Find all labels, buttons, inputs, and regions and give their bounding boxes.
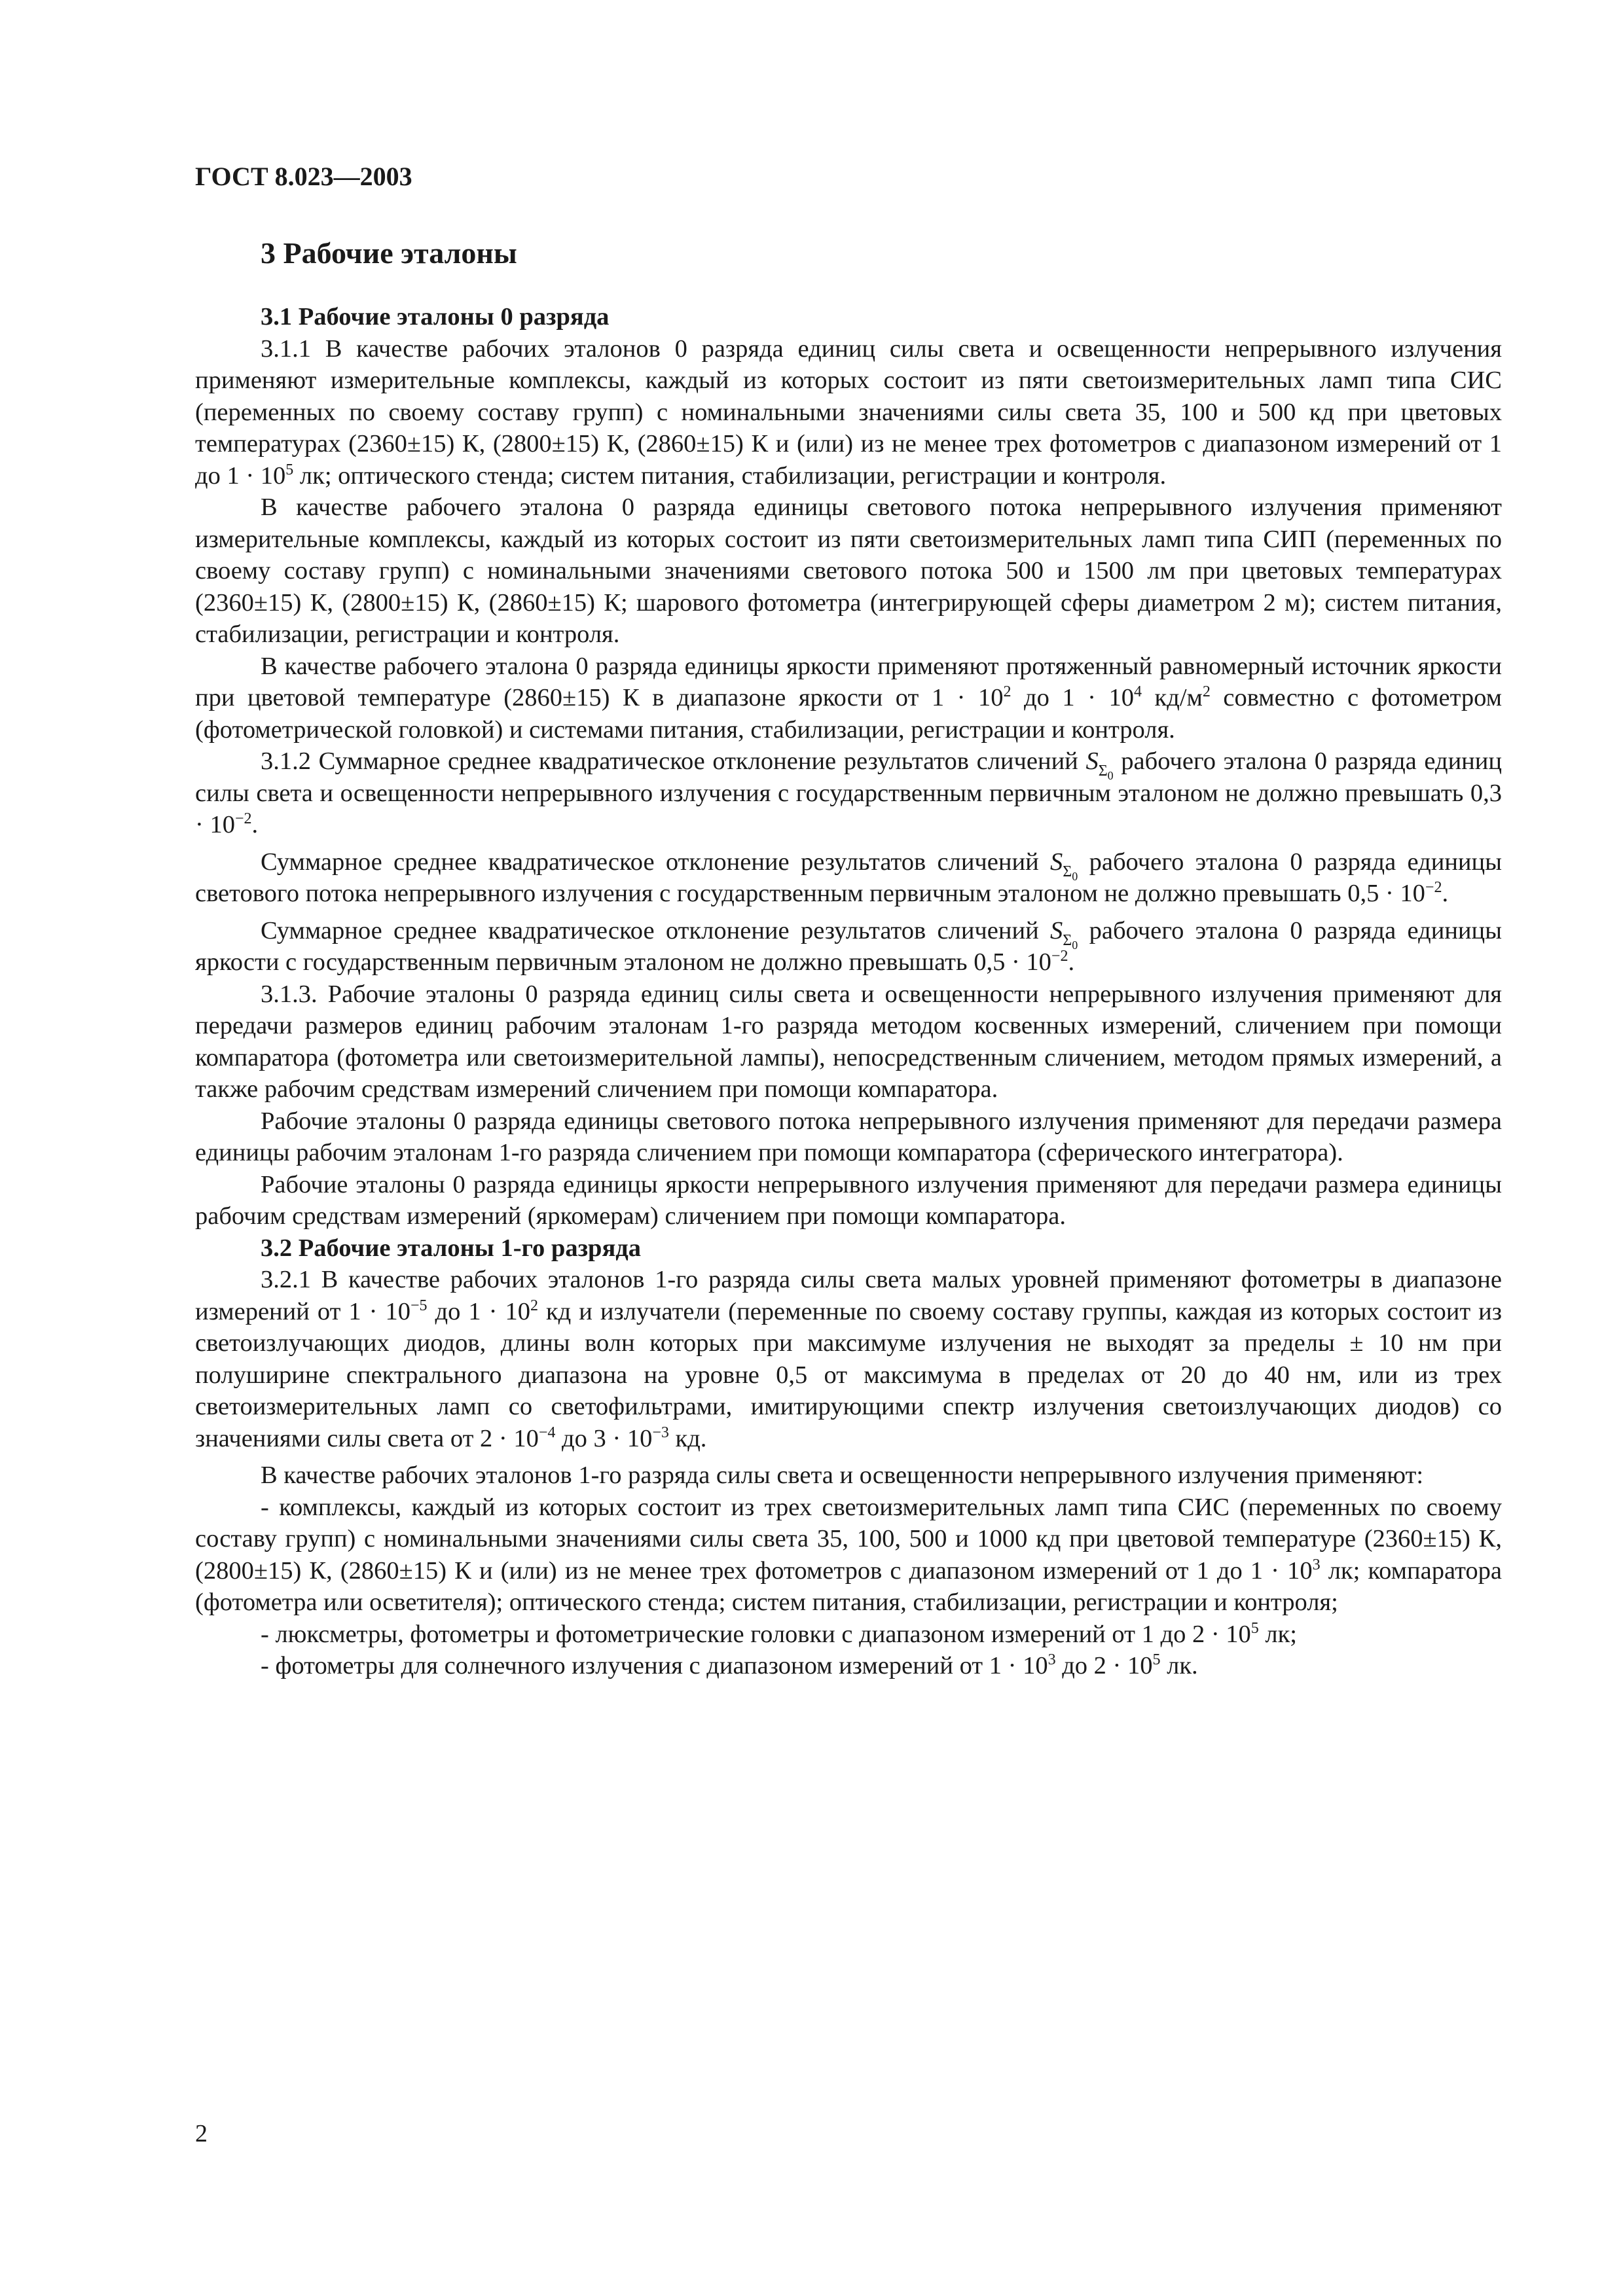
paragraph-3-1-2: 3.1.2 Суммарное среднее квадратическое отклонение результатов сличений $S_{\Sigma_0}$ рабочего эталона 0 разряда единиц силы света и освещенности непрерывного излучения с государственным первичным эталоном не должно превышать $0,3 \cdot 10^{-2}$. xyxy=(195,747,1502,838)
paragraph-deviation-flux: Суммарное среднее квадратическое отклонение результатов сличений $S_{\Sigma_0}$ рабочего эталона 0 разряда единицы светового потока непрерывного излучения с государственным первичным эталоном не должно превышать $0,5 \cdot 10^{-2}$. xyxy=(195,848,1502,907)
paragraph-flux-transfer: Рабочие эталоны 0 разряда единицы светового потока непрерывного излучения применяют для передачи размера единицы рабочим эталонам 1-го разряда сличением при помощи компаратора (сферического интегратора). xyxy=(195,1107,1502,1166)
subsection-heading-3-1: 3.1 Рабочие эталоны 0 разряда xyxy=(261,303,610,331)
list-item-complexes: - комплексы, каждый из которых состоит из трех светоизмерительных ламп типа СИС (переменных по своему составу групп) с номинальными значениями силы света 35, 100, 500 и 1000 кд при цветовой температуре (2360±15) К, (2800±15) К, (2860±15) К и (или) из не менее трех фотометров с диапазоном измерений от 1 до $1 \cdot 10^3$ лк; компаратора (фотометра или осветителя); оптического стенда; систем питания, стабилизации, регистрации и контроля; xyxy=(195,1493,1502,1616)
list-item-luxmeters: - люксметры, фотометры и фотометрические головки с диапазоном измерений от 1 до $2 \cdot 10^5$ лк; xyxy=(261,1619,1298,1648)
section-title: 3 Рабочие эталоны xyxy=(261,236,517,270)
paragraph-3-1-1: 3.1.1 В качестве рабочих эталонов 0 разряда единиц силы света и освещенности непрерывного излучения применяют измерительные комплексы, каждый из которых состоит из пяти светоизмерительных ламп типа СИС (переменных по своему составу групп) с номинальными значениями силы света 35, 100 и 500 кд при цветовых температурах (2360±15) К, (2800±15) К, (2860±15) К и (или) из не менее трех фотометров с диапазоном измерений от 1 до $1 \cdot 10^5$ лк; оптического стенда; систем питания, стабилизации, регистрации и контроля. xyxy=(195,334,1502,490)
paragraph-deviation-luminance: Суммарное среднее квадратическое отклонение результатов сличений $S_{\Sigma_0}$ рабочего эталона 0 разряда единицы яркости с государственным первичным эталоном не должно превышать $0,5 \cdot 10^{-2}$. xyxy=(195,916,1502,976)
document-header: ГОСТ 8.023—2003 xyxy=(195,162,412,191)
paragraph-luminous-flux: В качестве рабочего эталона 0 разряда единицы светового потока непрерывного излучения применяют измерительные комплексы, каждый из которых состоит из пяти светоизмерительных ламп типа СИП (переменных по своему составу групп) с номинальными значениями светового потока 500 и 1500 лм при цветовых температурах (2360±15) К, (2800±15) К, (2860±15) К; шарового фотометра (интегрирующей сферы диаметром 2 м); систем питания, стабилизации, регистрации и контроля. xyxy=(195,493,1502,648)
paragraph-3-2-1: 3.2.1 В качестве рабочих эталонов 1-го разряда силы света малых уровней применяют фотометры в диапазоне измерений от $1 \cdot 10^{-5}$ до $1 \cdot 10^2$ кд и излучатели (переменные по своему составу группы, каждая из которых состоит из светоизлучающих диодов, длины волн которых при максимуме излучения не выходят за пределы ± 10 нм при полуширине спектрального диапазона на уровне 0,5 от максимума в пределах от 20 до 40 нм, или из трех светоизмерительных ламп со светофильтрами, имитирующими спектр излучения светоизлучающих диодов) со значениями силы света от $2 \cdot 10^{-4}$ до $3 \cdot 10^{-3}$ кд. xyxy=(195,1266,1502,1452)
paragraph-3-1-3: 3.1.3. Рабочие эталоны 0 разряда единиц силы света и освещенности непрерывного излучения применяют для передачи размеров единиц рабочим эталонам 1-го разряда методом косвенных измерений, сличением при помощи компаратора (фотометра или светоизмерительной лампы), непосредственным сличением, методом прямых измерений, а также рабочим средствам измерений сличением при помощи компаратора. xyxy=(195,980,1502,1103)
paragraph-applied-list-intro: В качестве рабочих эталонов 1-го разряда силы света и освещенности непрерывного излучения применяют: xyxy=(261,1462,1424,1489)
document-page xyxy=(195,157,1502,2121)
page-number: 2 xyxy=(195,2120,208,2147)
paragraph-luminance: В качестве рабочего эталона 0 разряда единицы яркости применяют протяженный равномерный источник яркости при цветовой температуре (2860±15) К в диапазоне яркости от $1 \cdot 10^2$ до $1 \cdot 10^4$ $кд/м^2$ совместно с фотометром (фотометрической головкой) и системами питания, стабилизации, регистрации и контроля. xyxy=(195,652,1502,744)
paragraph-luminance-transfer: Рабочие эталоны 0 разряда единицы яркости непрерывного излучения применяют для передачи размера единицы рабочим средствам измерений (яркомерам) сличением при помощи компаратора. xyxy=(195,1170,1502,1230)
list-item-solar-photometers: - фотометры для солнечного излучения с диапазоном измерений от $1 \cdot 10^3$ до $2 \cdot 10^5$ лк. xyxy=(261,1651,1198,1679)
subsection-heading-3-2: 3.2 Рабочие эталоны 1-го разряда xyxy=(261,1234,642,1262)
document-body xyxy=(195,301,1502,1682)
